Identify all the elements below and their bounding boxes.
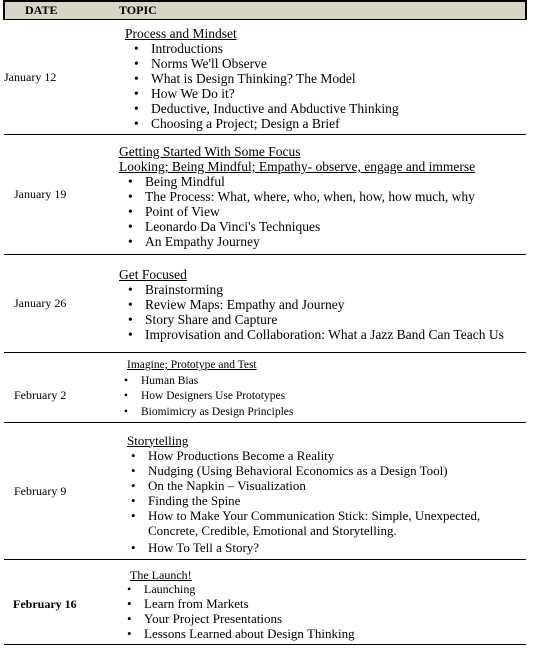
list-item: • An Empathy Journey [145, 234, 526, 249]
topic-subheading: Looking; Being Mindful; Empathy- observe, engage and immerse [119, 159, 476, 174]
topic-list [119, 174, 526, 249]
schedule-table [3, 0, 527, 645]
session-date: January 26 [4, 255, 117, 353]
schedule-row [4, 353, 526, 423]
topic-heading: Getting Started With Some Focus [119, 144, 301, 159]
list-item: • How We Do it? [151, 86, 526, 101]
list-item: • Finding the Spine [148, 493, 526, 508]
session-date: January 19 [4, 135, 117, 255]
topic-heading: Imagine; Prototype and Test [127, 359, 257, 371]
list-item: • Norms We'll Observe [151, 56, 526, 71]
topic-cell [117, 20, 526, 135]
schedule-row [4, 560, 526, 645]
list-item: • Launching [144, 583, 526, 596]
list-item: • What is Design Thinking? The Model [151, 71, 526, 86]
session-date: February 16 [4, 560, 117, 645]
list-item: • The Process: What, where, who, when, how, how much, why [145, 189, 526, 204]
list-item: • Biomimicry as Design Principles [141, 405, 526, 421]
list-item: • Choosing a Project; Design a Brief [151, 116, 526, 131]
session-date: January 12 [4, 20, 117, 135]
list-item: • Deductive, Inductive and Abductive Thinking [151, 101, 526, 116]
topic-heading: Get Focused [119, 267, 187, 282]
list-item: • How to Make Your Communication Stick: Simple, Unexpected, Concrete, Credible, Emotional and Storytelling. [148, 508, 526, 538]
list-item: • How Productions Become a Reality [148, 448, 526, 463]
header-row [4, 1, 526, 20]
list-item: • Brainstorming [145, 282, 526, 297]
schedule-row [4, 20, 526, 135]
topic-column-header: TOPIC [117, 1, 526, 20]
topic-cell [117, 560, 526, 645]
topic-list [127, 448, 526, 555]
date-column-header: DATE [4, 1, 117, 20]
list-item: • Story Share and Capture [145, 312, 526, 327]
session-date: February 2 [4, 353, 117, 423]
list-item: • Being Mindful [145, 174, 526, 189]
topic-cell [117, 135, 526, 255]
topic-list [125, 41, 526, 131]
schedule-row [4, 423, 526, 560]
topic-list [127, 374, 526, 421]
list-item: • Leonardo Da Vinci's Techniques [145, 219, 526, 234]
list-item: • Nudging (Using Behavioral Economics as a Design Tool) [148, 463, 526, 478]
topic-heading: Process and Mindset [125, 25, 237, 41]
topic-cell [117, 255, 526, 353]
list-item: • Review Maps: Empathy and Journey [145, 297, 526, 312]
topic-list [130, 583, 526, 641]
topic-cell [117, 423, 526, 560]
topic-heading: The Launch! [130, 567, 192, 582]
session-date: February 9 [4, 423, 117, 560]
list-item: • Lessons Learned about Design Thinking [144, 626, 526, 641]
list-item: • On the Napkin – Visualization [148, 478, 526, 493]
schedule-row [4, 255, 526, 353]
list-item: • Your Project Presentations [144, 611, 526, 626]
list-item: • Point of View [145, 204, 526, 219]
list-item: • Introductions [151, 41, 526, 56]
list-item: • Human Bias [141, 374, 526, 390]
schedule-row [4, 135, 526, 255]
list-item: • Learn from Markets [144, 596, 526, 611]
topic-list [119, 282, 526, 342]
list-item: • How To Tell a Story? [148, 540, 526, 555]
topic-cell [117, 353, 526, 423]
list-item: • How Designers Use Prototypes [141, 389, 526, 405]
topic-heading: Storytelling [127, 432, 189, 448]
list-item: • Improvisation and Collaboration: What a Jazz Band Can Teach Us [145, 327, 526, 342]
